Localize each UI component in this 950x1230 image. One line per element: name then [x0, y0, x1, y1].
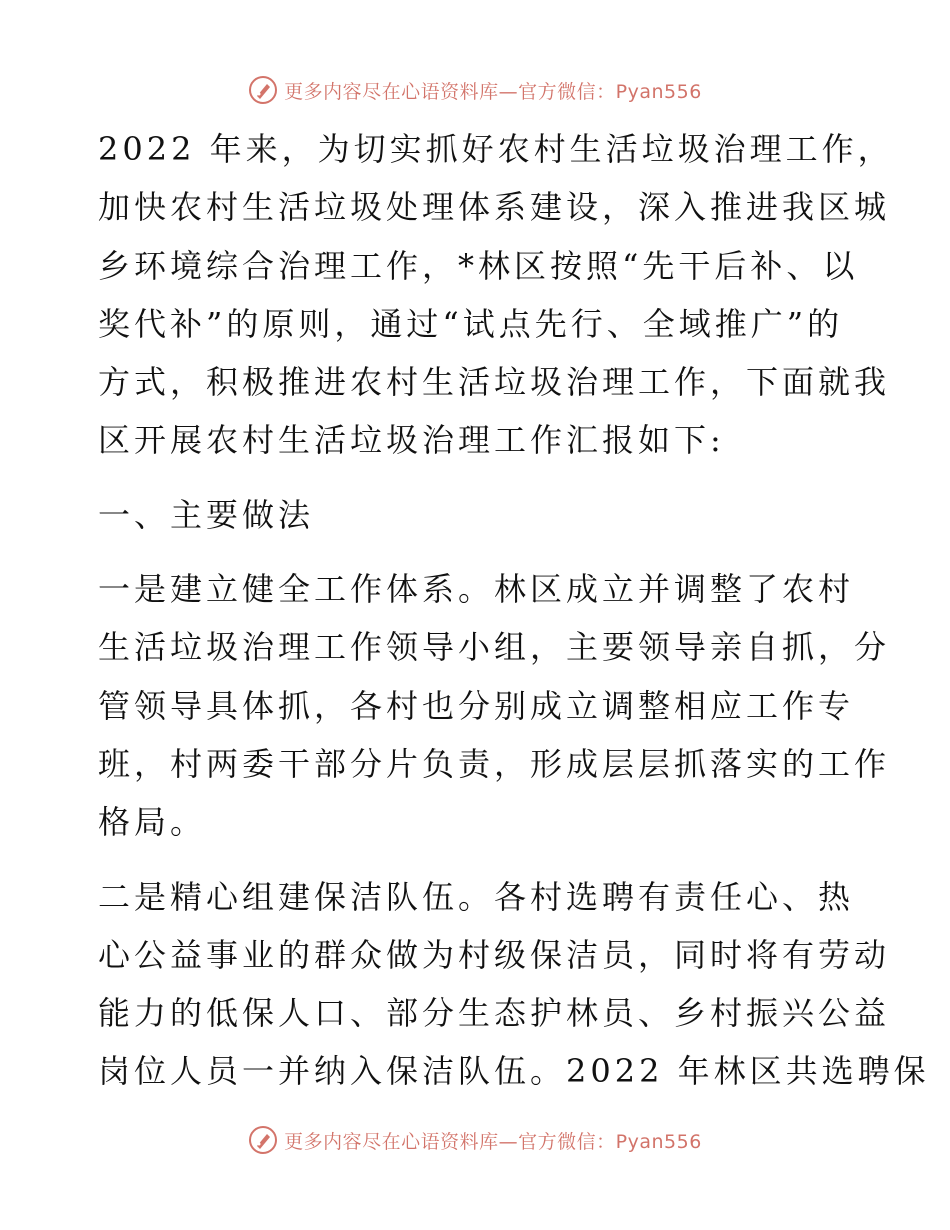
text-line: 方式，积极推进农村生活垃圾治理工作，下面就我 [98, 363, 891, 402]
watermark-text: 更多内容尽在心语资料库—官方微信：Pyan556 [284, 80, 702, 103]
text-line: 2022 年来，为切实抓好农村生活垃圾治理工作， [98, 130, 894, 168]
text-line: 加快农村生活垃圾处理体系建设，深入推进我区城 [98, 188, 891, 227]
watermark-text: 更多内容尽在心语资料库—官方微信：Pyan556 [284, 1130, 702, 1153]
intro-paragraph [98, 120, 894, 470]
text-line: 乡环境综合治理工作，*林区按照“先干后补、以 [98, 246, 859, 285]
text-line: 二是精心组建保洁队伍。各村选聘有责任心、热 [98, 877, 855, 916]
text-line: 生活垃圾治理工作领导小组，主要领导亲自抓，分 [98, 628, 891, 667]
text-line: 岗位人员一并纳入保洁队伍。2022 年林区共选聘保 [98, 1052, 930, 1091]
text-line: 管领导具体抓，各村也分别成立调整相应工作专 [98, 686, 855, 725]
watermark-footer [0, 1120, 950, 1160]
text-line: 奖代补”的原则，通过“试点先行、全域推广”的 [98, 304, 844, 343]
text-line: 心公益事业的群众做为村级保洁员，同时将有劳动 [98, 935, 891, 974]
text-line: 区开展农村生活垃圾治理工作汇报如下: [98, 421, 725, 460]
section-heading [98, 486, 858, 544]
document-body [98, 120, 930, 1117]
text-line: 一是建立健全工作体系。林区成立并调整了农村 [98, 570, 855, 609]
pen-nib-logo-icon [248, 1125, 278, 1155]
text-line: 班，村两委干部分片负责，形成层层抓落实的工作 [98, 744, 891, 783]
heading-line: 一、主要做法 [98, 495, 315, 534]
watermark-header [0, 70, 950, 110]
work-system-paragraph [98, 560, 891, 851]
text-line: 格局。 [98, 803, 207, 842]
text-line: 能力的低保人口、部分生态护林员、乡村振兴公益 [98, 994, 891, 1033]
cleaning-team-paragraph [98, 868, 930, 1101]
pen-nib-logo-icon [248, 75, 278, 105]
